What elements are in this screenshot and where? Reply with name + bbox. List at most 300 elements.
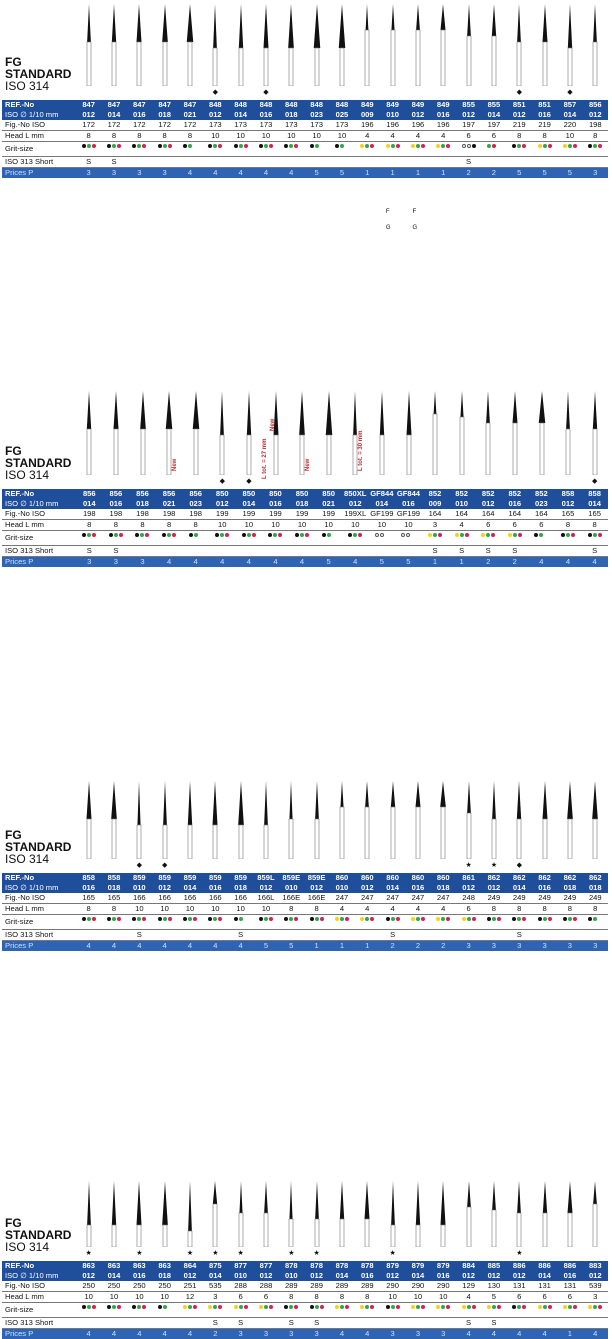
fig-cell: 248	[456, 893, 481, 904]
head-cell: 8	[101, 131, 126, 142]
grit-dot	[548, 1305, 552, 1309]
bur-shank	[593, 819, 597, 859]
grit-dot	[289, 917, 293, 921]
ref-cell: 859	[203, 873, 228, 883]
grit-dot	[112, 144, 116, 148]
bur-head	[264, 781, 268, 825]
bur-head	[467, 4, 471, 36]
prices-cell: 4	[182, 557, 209, 568]
grit-dot	[137, 1305, 141, 1309]
prices-cell: 4	[177, 1329, 202, 1339]
grit-dot	[183, 144, 187, 148]
bur-drawing	[160, 4, 170, 86]
ref-cell: 852	[448, 489, 475, 499]
bur-head	[137, 1181, 142, 1225]
ref-cell: 859	[127, 873, 152, 883]
bur-shank	[264, 825, 268, 859]
bur-head	[188, 781, 192, 825]
bur-shank	[517, 42, 521, 86]
fig-cell: 250	[101, 1281, 126, 1292]
ref-cell: 863	[101, 1261, 126, 1271]
bur-drawing	[565, 4, 575, 86]
grit-dot	[183, 1305, 187, 1309]
iso-cell: 012	[76, 1271, 101, 1281]
fig-cell: 164	[422, 509, 449, 520]
grit-dot	[467, 917, 471, 921]
section-heading	[5, 56, 71, 92]
bur-drawing	[312, 1181, 322, 1247]
short-cell: S	[456, 1318, 481, 1329]
short-cell: S	[228, 1318, 253, 1329]
bur-shank	[416, 30, 420, 86]
iso-cell: 014	[101, 110, 126, 120]
prices-cell: 3	[405, 1329, 430, 1339]
ref-cell: GF844	[369, 489, 396, 499]
row-label: Head L mm	[2, 1292, 76, 1303]
bur-head	[568, 4, 572, 48]
fig-cell: 249	[583, 893, 608, 904]
grit-dot	[340, 917, 344, 921]
prices-cell: 4	[203, 168, 228, 179]
grit-dot	[411, 1305, 415, 1309]
head-cell: 8	[355, 1292, 380, 1303]
head-cell: 8	[555, 520, 582, 531]
iso-cell: 023	[528, 499, 555, 509]
grit-dot	[391, 917, 395, 921]
grit-dot	[213, 917, 217, 921]
prices-cell: 3	[228, 1329, 253, 1339]
iso-cell: 010	[127, 883, 152, 893]
grit-dots	[405, 1303, 430, 1318]
bur-shank	[213, 825, 217, 859]
iso-cell: 016	[76, 883, 101, 893]
short-cell	[557, 1318, 582, 1329]
iso-cell: 018	[152, 1271, 177, 1281]
grit-dot	[244, 1305, 248, 1309]
grit-dot	[467, 144, 471, 148]
short-cell	[228, 157, 253, 168]
fig-cell: 289	[355, 1281, 380, 1292]
ref-cell: 857	[557, 100, 582, 110]
grit-dot	[573, 1305, 577, 1309]
fig-cell: 289	[279, 1281, 304, 1292]
grit-dots	[532, 915, 557, 930]
prices-cell: 4	[289, 557, 316, 568]
ref-cell: 862	[583, 873, 608, 883]
ref-cell: 855	[456, 100, 481, 110]
bur-head	[593, 781, 599, 819]
grit-dot	[294, 144, 298, 148]
prices-cell: 4	[583, 1329, 608, 1339]
ref-cell: 864	[177, 1261, 202, 1271]
head-cell: 6	[475, 520, 502, 531]
fig-cell: 172	[177, 120, 202, 131]
row-label: ISO 313 Short	[2, 1318, 76, 1329]
head-cell: 8	[304, 904, 329, 915]
grit-dot	[593, 1305, 597, 1309]
grit-dot	[365, 917, 369, 921]
grit-dot	[472, 1305, 476, 1309]
bur-shank	[568, 48, 572, 86]
iso-cell: 016	[127, 1271, 152, 1281]
bur-shank	[492, 1210, 496, 1247]
bur-shank	[163, 825, 167, 859]
grit-dot	[92, 1305, 96, 1309]
iso-cell: 014	[557, 110, 582, 120]
bur-head	[593, 1181, 597, 1204]
bur-shank	[315, 819, 319, 859]
grit-dots	[76, 142, 101, 157]
grit-dots	[304, 1303, 329, 1318]
row-label: Grit-size	[2, 1303, 76, 1318]
bur-shank	[365, 1219, 369, 1247]
grit-dot	[188, 1305, 192, 1309]
fig-cell: 166	[203, 893, 228, 904]
iso-cell: 014	[329, 1271, 354, 1281]
prices-cell: 4	[177, 168, 202, 179]
grit-dot	[522, 144, 526, 148]
head-cell: 4	[380, 131, 405, 142]
total-length-note: L tot. = 27 mm	[262, 439, 268, 479]
iso-cell: 014	[203, 1271, 228, 1281]
grit-dot	[436, 144, 440, 148]
grit-dot	[284, 144, 288, 148]
head-cell: 10	[101, 1292, 126, 1303]
bur-drawing	[362, 1181, 372, 1247]
gf-dimension-label: F	[413, 209, 417, 215]
grit-dot	[234, 917, 238, 921]
bur-head	[137, 4, 142, 42]
head-cell: 10	[315, 520, 342, 531]
ref-cell: 860	[355, 873, 380, 883]
grit-dots	[177, 915, 202, 930]
bur-head	[441, 1181, 446, 1225]
grit-dots	[405, 915, 430, 930]
grit-dot	[335, 1305, 339, 1309]
iso-cell: 016	[557, 1271, 582, 1281]
bur-shank	[188, 42, 192, 86]
prices-cell: 1	[329, 941, 354, 952]
grit-dot	[360, 917, 364, 921]
head-cell: 6	[456, 131, 481, 142]
bur-shank	[340, 1219, 344, 1247]
grit-dots	[279, 915, 304, 930]
ref-cell: 860	[329, 873, 354, 883]
head-cell: 10	[127, 1292, 152, 1303]
bur-head	[517, 4, 521, 42]
fig-cell: 249	[557, 893, 582, 904]
bur-shank	[416, 807, 420, 859]
grit-dots	[203, 915, 228, 930]
grit-dot	[573, 917, 577, 921]
ref-cell: 878	[355, 1261, 380, 1271]
fig-cell: 247	[329, 893, 354, 904]
row-label: Head L mm	[2, 131, 76, 142]
row-label: ISO ∅ 1/10 mm	[2, 110, 76, 120]
ref-cell: 862	[507, 873, 532, 883]
bur-head	[340, 781, 343, 807]
bur-head	[289, 4, 295, 48]
new-label: New	[172, 459, 178, 471]
grit-dots	[380, 142, 405, 157]
ref-row	[2, 1261, 608, 1271]
grit-dot	[462, 144, 466, 148]
grit-dot	[522, 1305, 526, 1309]
row-label: REF.-No	[2, 100, 76, 110]
grit-dot	[563, 144, 567, 148]
bur-drawing	[362, 781, 372, 859]
short-cell	[456, 930, 481, 941]
short-cell: S	[127, 930, 152, 941]
short-cell	[481, 930, 506, 941]
prices-cell: 1	[355, 168, 380, 179]
bur-drawing	[134, 4, 144, 86]
bur-shank	[289, 48, 293, 86]
bur-head	[542, 4, 547, 42]
bur-drawing	[514, 1181, 524, 1247]
iso-cell: 012	[152, 883, 177, 893]
bur-mark-icon: ◆	[245, 477, 253, 485]
ref-cell: 852	[528, 489, 555, 499]
bur-shank	[112, 1225, 116, 1247]
ref-cell: 848	[279, 100, 304, 110]
fig-cell: 196	[431, 120, 456, 131]
bur-drawing	[590, 4, 600, 86]
grit-dots	[101, 915, 126, 930]
prices-cell: 5	[369, 557, 396, 568]
heading-fg: FG	[5, 1217, 71, 1229]
grit-dot	[315, 917, 319, 921]
bur-mark-icon: ★	[237, 1249, 245, 1257]
grit-dots	[152, 915, 177, 930]
grit-dot	[492, 1305, 496, 1309]
prices-cell: 4	[329, 1329, 354, 1339]
iso-cell: 012	[583, 1271, 608, 1281]
grit-dot	[137, 917, 141, 921]
bur-head	[86, 781, 91, 819]
ref-cell: 856	[129, 489, 156, 499]
grit-dot	[289, 144, 293, 148]
short-cell	[532, 157, 557, 168]
short-cell	[127, 157, 152, 168]
bur-head	[238, 4, 242, 48]
ref-cell: 850	[289, 489, 316, 499]
bur-drawing	[185, 781, 195, 859]
ref-cell: GF844	[395, 489, 422, 499]
head-cell: 8	[304, 1292, 329, 1303]
iso-cell: 021	[315, 499, 342, 509]
section-heading	[5, 1217, 71, 1253]
fig-cell: 247	[355, 893, 380, 904]
short-cell	[177, 157, 202, 168]
iso-cell: 016	[253, 110, 278, 120]
grit-dots	[152, 142, 177, 157]
bur-drawing	[109, 1181, 119, 1247]
short-cell	[101, 1318, 126, 1329]
bur-shank	[441, 1225, 445, 1247]
iso-cell: 012	[342, 499, 369, 509]
bur-shank	[87, 819, 91, 859]
bur-shank	[593, 1204, 597, 1247]
iso-cell: 012	[405, 110, 430, 120]
bur-head	[492, 781, 496, 819]
grit-dot	[497, 1305, 501, 1309]
bur-head	[213, 4, 217, 48]
fig-cell: 539	[583, 1281, 608, 1292]
fig-cell: 164	[475, 509, 502, 520]
prices-cell: 3	[152, 168, 177, 179]
grit-dot	[386, 144, 390, 148]
bur-drawing	[388, 1181, 398, 1247]
grit-dot	[421, 917, 425, 921]
row-label: Fig.-No ISO	[2, 893, 76, 904]
grit-dot	[340, 1305, 344, 1309]
grit-dot	[487, 1305, 491, 1309]
row-label: ISO 313 Short	[2, 930, 76, 941]
iso-cell: 014	[228, 110, 253, 120]
bur-drawing	[337, 781, 347, 859]
bur-drawing	[312, 781, 322, 859]
bur-head	[441, 781, 447, 807]
prices-row	[2, 941, 608, 952]
fig-cell: 250	[152, 1281, 177, 1292]
grit-dots	[177, 1303, 202, 1318]
fig-cell: 219	[507, 120, 532, 131]
head-cell: 8	[76, 904, 101, 915]
grit-dot	[386, 1305, 390, 1309]
heading-iso: ISO 314	[5, 853, 71, 865]
grit-dot	[269, 144, 273, 148]
grit-dots	[557, 142, 582, 157]
short-cell	[253, 1318, 278, 1329]
ref-cell: 862	[532, 873, 557, 883]
head-cell: 10	[236, 520, 263, 531]
short-cell: S	[422, 546, 449, 557]
fig-cell: 199	[209, 509, 236, 520]
grit-dot	[137, 144, 141, 148]
iso-cell: 018	[129, 499, 156, 509]
heading-fg: FG	[5, 445, 71, 457]
grit-dot	[391, 1305, 395, 1309]
head-cell: 10	[431, 1292, 456, 1303]
iso-cell: 014	[532, 1271, 557, 1281]
ref-cell: 863	[127, 1261, 152, 1271]
short-cell: S	[475, 546, 502, 557]
prices-cell: 4	[228, 941, 253, 952]
grit-dots	[481, 1303, 506, 1318]
grit-dots	[329, 142, 354, 157]
prices-cell: 4	[507, 1329, 532, 1339]
fig-cell: 172	[152, 120, 177, 131]
short-cell	[253, 157, 278, 168]
ref-cell: 850XL	[342, 489, 369, 499]
row-label: ISO ∅ 1/10 mm	[2, 883, 76, 893]
bur-head	[188, 1181, 192, 1231]
grit-dot	[310, 917, 314, 921]
prices-cell: 2	[431, 941, 456, 952]
fig-cell: 199	[315, 509, 342, 520]
head-cell: 8	[101, 904, 126, 915]
bur-mark-icon: ◆	[218, 477, 226, 485]
grit-dot	[142, 917, 146, 921]
grit-dots	[127, 142, 152, 157]
fig-cell: 166E	[304, 893, 329, 904]
iso-cell: 014	[380, 883, 405, 893]
bur-drawing	[236, 781, 246, 859]
bur-drawing	[286, 1181, 296, 1247]
grit-dots	[304, 142, 329, 157]
grit-dot	[598, 144, 602, 148]
fig-cell: 199XL	[342, 509, 369, 520]
grit-dot	[310, 1305, 314, 1309]
grit-dot	[416, 144, 420, 148]
grit-dot	[163, 1305, 167, 1309]
fig-cell: 129	[456, 1281, 481, 1292]
grit-dot	[497, 917, 501, 921]
iso-cell: 012	[209, 499, 236, 509]
grit-dot	[132, 1305, 136, 1309]
short-cell	[279, 157, 304, 168]
prices-cell: 4	[532, 1329, 557, 1339]
bur-drawing	[84, 781, 94, 859]
grit-dot	[588, 144, 592, 148]
head-cell: 4	[448, 520, 475, 531]
fig-cell: 249	[532, 893, 557, 904]
grit-dot	[117, 1305, 121, 1309]
grit-row	[2, 142, 608, 157]
ref-cell: 850	[262, 489, 289, 499]
grit-dots	[507, 1303, 532, 1318]
iso-cell: 014	[369, 499, 396, 509]
short-cell	[583, 157, 608, 168]
bur-head	[391, 1181, 395, 1225]
short-row	[2, 1318, 608, 1329]
grit-dots	[507, 915, 532, 930]
head-cell: 8	[177, 131, 202, 142]
row-label: Prices P	[2, 1329, 76, 1339]
bur-mark-icon: ★	[186, 1249, 194, 1257]
grit-dot	[92, 144, 96, 148]
row-label: Prices P	[2, 168, 76, 179]
prices-cell: 3	[253, 1329, 278, 1339]
bur-drawing	[540, 4, 550, 86]
grit-dot	[117, 917, 121, 921]
head-cell: 6	[557, 1292, 582, 1303]
bur-drawing	[388, 4, 398, 86]
grit-dots	[203, 1303, 228, 1318]
short-cell: S	[304, 1318, 329, 1329]
prices-cell: 2	[475, 557, 502, 568]
bur-head	[542, 1181, 546, 1213]
ref-cell: 859L	[253, 873, 278, 883]
grit-dot	[284, 1305, 288, 1309]
ref-cell: 863	[76, 1261, 101, 1271]
ref-cell: 856	[103, 489, 130, 499]
bur-mark-icon: ★	[85, 1249, 93, 1257]
prices-cell: 2	[380, 941, 405, 952]
short-cell	[355, 157, 380, 168]
ref-cell: 848	[253, 100, 278, 110]
head-cell: 10	[279, 131, 304, 142]
row-label: Prices P	[2, 557, 76, 568]
iso-cell: 014	[236, 499, 263, 509]
fig-cell: 290	[405, 1281, 430, 1292]
head-cell: 10	[405, 1292, 430, 1303]
bur-head	[340, 1181, 344, 1219]
grit-dot	[284, 917, 288, 921]
prices-cell: 1	[380, 168, 405, 179]
fig-cell: 247	[431, 893, 456, 904]
